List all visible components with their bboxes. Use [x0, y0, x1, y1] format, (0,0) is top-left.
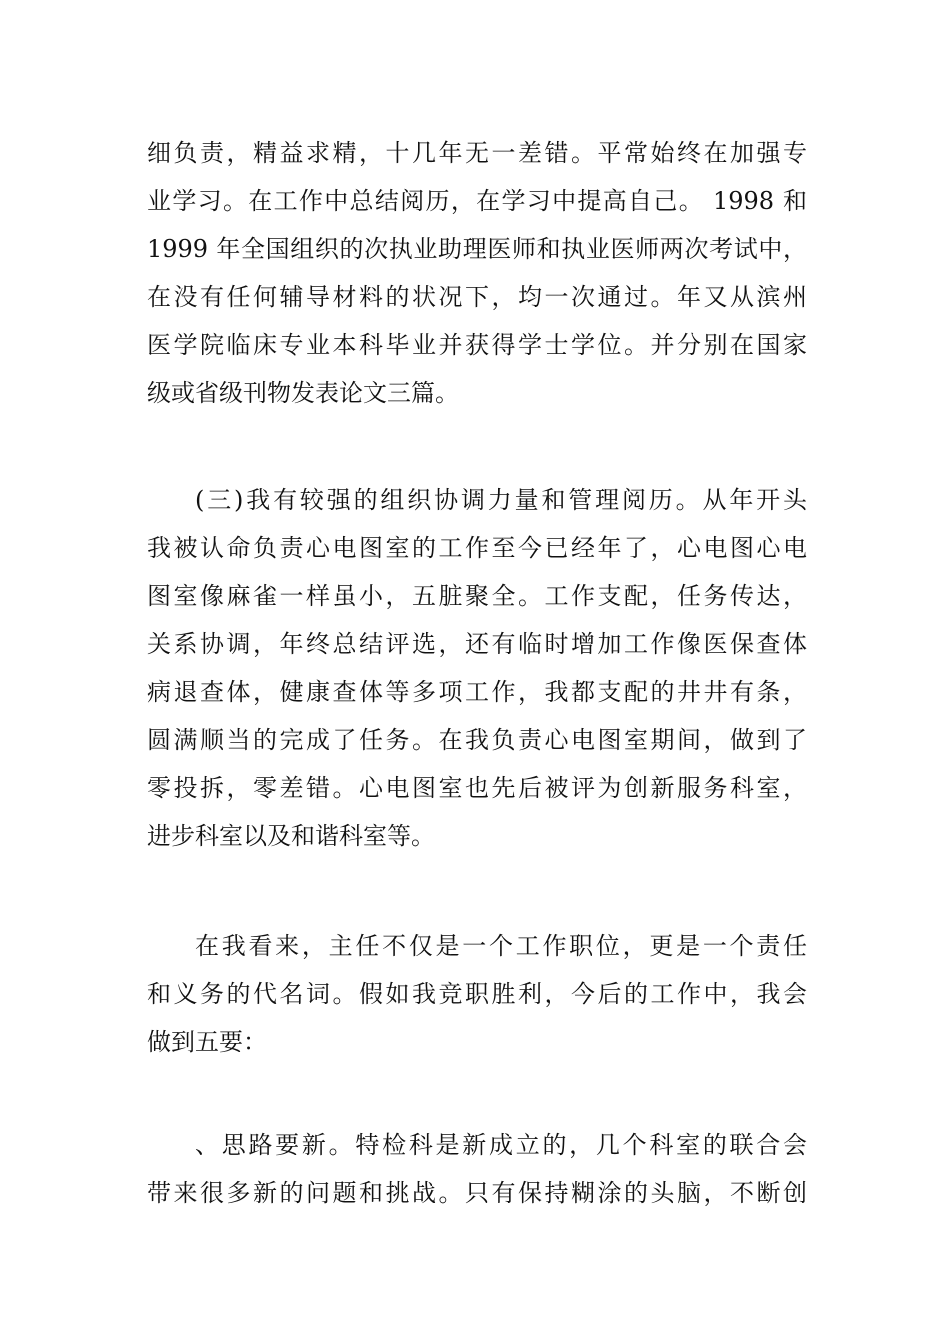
text-line: 在我看来，主任不仅是一个工作职位，更是一个责任: [195, 932, 807, 960]
text-line: 病退查体，健康查体等多项工作，我都支配的井井有条，: [147, 678, 807, 706]
text-line: 图室像麻雀一样虽小，五脏聚全。工作支配，任务传达，: [147, 582, 807, 610]
text-line: 医学院临床专业本科毕业并获得学士学位。并分别在国家: [147, 331, 807, 359]
text-line: (三)我有较强的组织协调力量和管理阅历。从年开头: [195, 486, 807, 514]
text-line: 1999 年全国组织的次执业助理医师和执业医师两次考试中，: [147, 235, 807, 263]
text-line: 级或省级刊物发表论文三篇。: [147, 379, 459, 407]
text-line: 进步科室以及和谐科室等。: [147, 822, 435, 850]
text-line: 、思路要新。特检科是新成立的，几个科室的联合会: [195, 1131, 807, 1159]
text-line: 圆满顺当的完成了任务。在我负责心电图室期间，做到了: [147, 726, 807, 754]
text-line: 我被认命负责心电图室的工作至今已经年了，心电图心电: [147, 534, 807, 562]
text-line: 细负责，精益求精，十几年无一差错。平常始终在加强专: [147, 139, 807, 167]
text-line: 关系协调，年终总结评选，还有临时增加工作像医保查体: [147, 630, 807, 658]
text-line: 业学习。在工作中总结阅历，在学习中提高自己。 1998 和: [147, 187, 807, 215]
text-line: 在没有任何辅导材料的状况下，均一次通过。年又从滨州: [147, 283, 807, 311]
text-line: 带来很多新的问题和挑战。只有保持糊涂的头脑，不断创: [147, 1179, 807, 1207]
text-line: 和义务的代名词。假如我竞职胜利，今后的工作中，我会: [147, 980, 807, 1008]
text-line: 做到五要：: [147, 1028, 267, 1056]
text-line: 零投拆，零差错。心电图室也先后被评为创新服务科室，: [147, 774, 807, 802]
